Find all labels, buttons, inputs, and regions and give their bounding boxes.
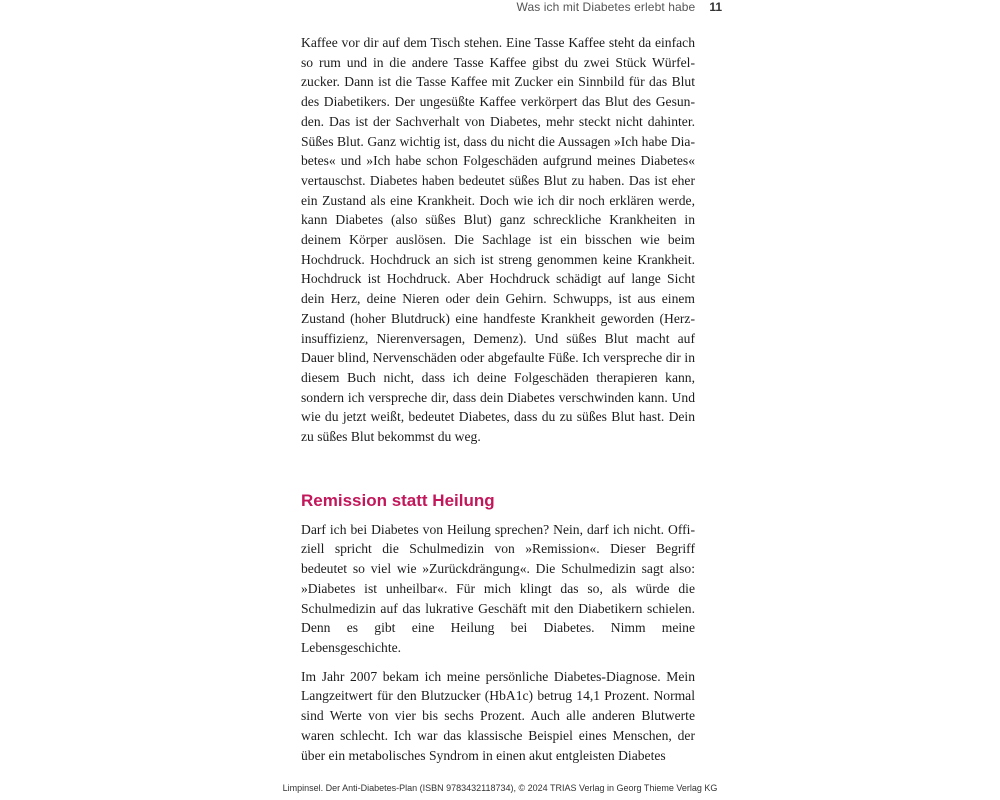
page-body (301, 33, 695, 765)
footer-citation: Limpinsel. Der Anti-Diabetes-Plan (ISBN 9783432118734), © 2024 TRIAS Verlag in Georg Thieme Verlag KG (282, 783, 718, 793)
running-header (516, 0, 722, 14)
section-heading: Remission statt Heilung (301, 490, 495, 510)
page-number: 11 (709, 0, 722, 14)
body-paragraph: Darf ich bei Diabetes von Heilung sprechen? Nein, darf ich nicht. Offiziell spricht die Schulmedizin von »Remission«. Dieser Begriff bedeutet so viel wie »Zurückdrängung«. Die Schulmedizin sagt also: »Diabetes ist unheilbar«. Für mich klingt das so, als würde die Schulmedizin auf das lukrative Geschäft mit den Diabetikern schielen. Denn es gibt eine Heilung bei Diabetes. Nimm meine Lebensgeschichte. (301, 521, 695, 655)
body-paragraph: Im Jahr 2007 bekam ich meine persönliche Diabetes-Diagnose. Mein Langzeitwert für den Blutzucker (HbA1c) betrug 14,1 Prozent. Normal sind Werte von vier bis sechs Prozent. Auch alle anderen Blutwerte waren schlecht. Ich war das klassische Beispiel eines Menschen, der über ein metabolisches Syndrom in einen akut entgleisten Diabetes (301, 668, 695, 763)
running-title: Was ich mit Diabetes erlebt habe (516, 0, 696, 14)
body-paragraph: Kaffee vor dir auf dem Tisch stehen. Eine Tasse Kaffee steht da einfach so rum und in die andere Tasse Kaffee gibst du zwei Stück Würfelzucker. Dann ist die Tasse Kaffee mit Zucker ein Sinnbild für das Blut des Diabetikers. Der ungesüßte Kaffee verkörpert das Blut des Gesunden. Das ist der Sachverhalt von Diabetes, mehr steckt nicht dahinter. Süßes Blut. Ganz wichtig ist, dass du nicht die Aussagen »Ich habe Diabetes« und »Ich habe schon Folgeschäden aufgrund meines Diabetes« vertauschst. Diabetes haben bedeutet süßes Blut zu haben. Das ist eher ein Zustand als eine Krankheit. Doch wie ich dir noch erklären werde, kann Diabetes (also süßes Blut) ganz schreckliche Krankheiten in deinem Körper auslösen. Die Sachlage ist ein bisschen wie beim Hochdruck. Hochdruck an sich ist streng genommen keine Krankheit. Hochdruck ist Hochdruck. Aber Hochdruck schädigt auf lange Sicht dein Herz, deine Nieren oder dein Gehirn. Schwupps, ist aus einem Zustand (hoher Blutdruck) eine handfeste Krankheit geworden (Herzinsuffizienz, Nierenversagen, Demenz). Und süßes Blut macht auf Dauer blind, Nervenschäden oder abgefaulte Füße. Ich verspreche dir in diesem Buch nicht, dass ich deine Folgeschäden therapieren kann, sondern ich verspreche dir, dass dein Diabetes verschwinden kann. Und wie du jetzt weißt, bedeutet Diabetes, dass du zu süßes Blut hast. Dein zu süßes Blut bekommst du weg. (301, 35, 695, 445)
